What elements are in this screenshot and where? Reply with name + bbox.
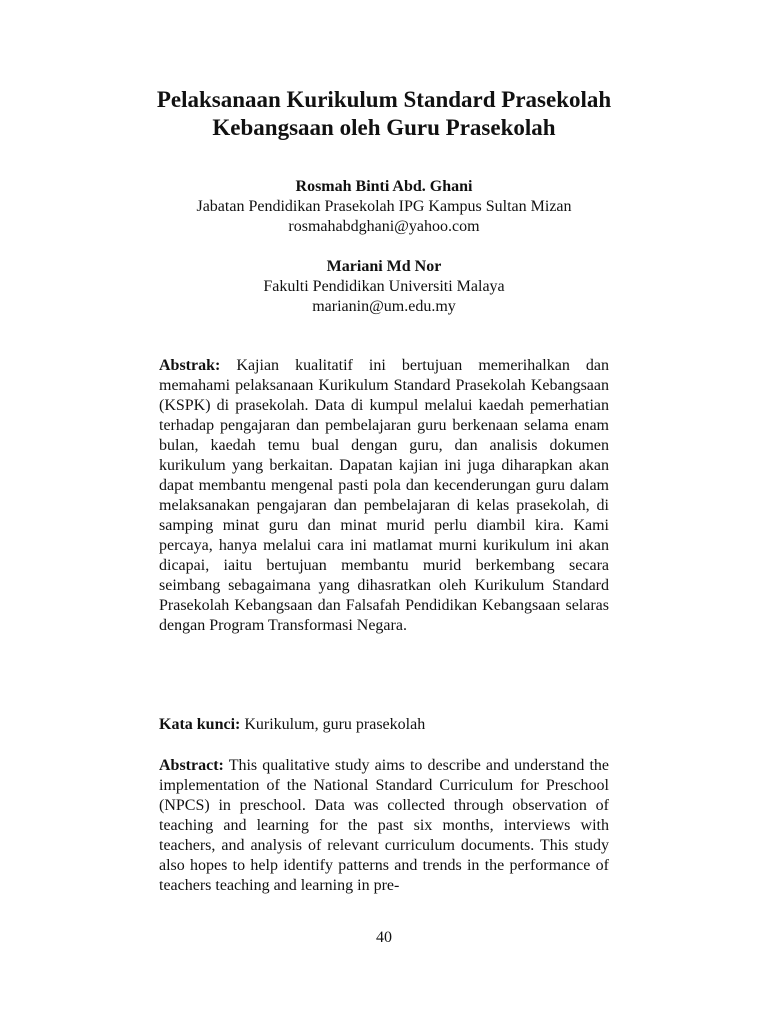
author-affiliation: Fakulti Pendidikan Universiti Malaya <box>263 278 505 295</box>
author-email: rosmahabdghani@yahoo.com <box>288 218 480 235</box>
page-number: 40 <box>376 929 392 946</box>
author-block-1 <box>100 177 668 237</box>
author-email: marianin@um.edu.my <box>312 298 456 315</box>
author-affiliation: Jabatan Pendidikan Prasekolah IPG Kampus Sultan Mizan <box>196 198 572 215</box>
abstract-text: This qualitative study aims to describe and understand the implementation of the National Standard Curriculum for Preschool (NPCS) in preschool. Data was collected through observation of teaching and learning for the past six months, interviews with teachers, and analysis of relevant curriculum documents. This study also hopes to help identify patterns and trends in the performance of teachers teaching and learning in pre- <box>159 757 609 894</box>
abstrak-text: Kajian kualitatif ini bertujuan memerihalkan dan memahami pelaksanaan Kurikulum Standard Prasekolah Kebangsaan (KSPK) di prasekolah. Data di kumpul melalui kaedah pemerhatian terhadap pengajaran dan pembelajaran guru berkenaan selama enam bulan, kaedah temu bual dengan guru, dan analisis dokumen kurikulum yang berkaitan. Dapatan kajian ini juga diharapkan akan dapat membantu mengenal pasti pola dan kecenderungan guru dalam melaksanakan pengajaran dan pembelajaran di kelas prasekolah, di samping minat guru dan minat murid perlu diambil kira. Kami percaya, hanya melalui cara ini matlamat murni kurikulum ini akan dicapai, iaitu bertujuan membantu murid berkembang secara seimbang sebagaimana yang dihasratkan oleh Kurikulum Standard Prasekolah Kebangsaan dan Falsafah Pendidikan Kebangsaan selaras dengan Program Transformasi Negara. <box>159 357 609 634</box>
author-name: Mariani Md Nor <box>326 258 442 275</box>
keywords-label: Kata kunci: <box>159 716 241 733</box>
title-line-2: Kebangsaan oleh Guru Prasekolah <box>212 115 556 140</box>
author-block-2 <box>100 257 668 317</box>
abstrak-paragraph <box>159 356 609 636</box>
keywords-paragraph <box>159 715 609 735</box>
title-line-1: Pelaksanaan Kurikulum Standard Prasekolah <box>156 87 612 112</box>
abstract-label: Abstract: <box>159 757 224 774</box>
keywords-text: Kurikulum, guru prasekolah <box>240 716 426 733</box>
abstract-paragraph <box>159 756 609 896</box>
abstrak-label: Abstrak: <box>159 357 221 374</box>
paper-title <box>100 86 668 142</box>
author-name: Rosmah Binti Abd. Ghani <box>295 178 473 195</box>
